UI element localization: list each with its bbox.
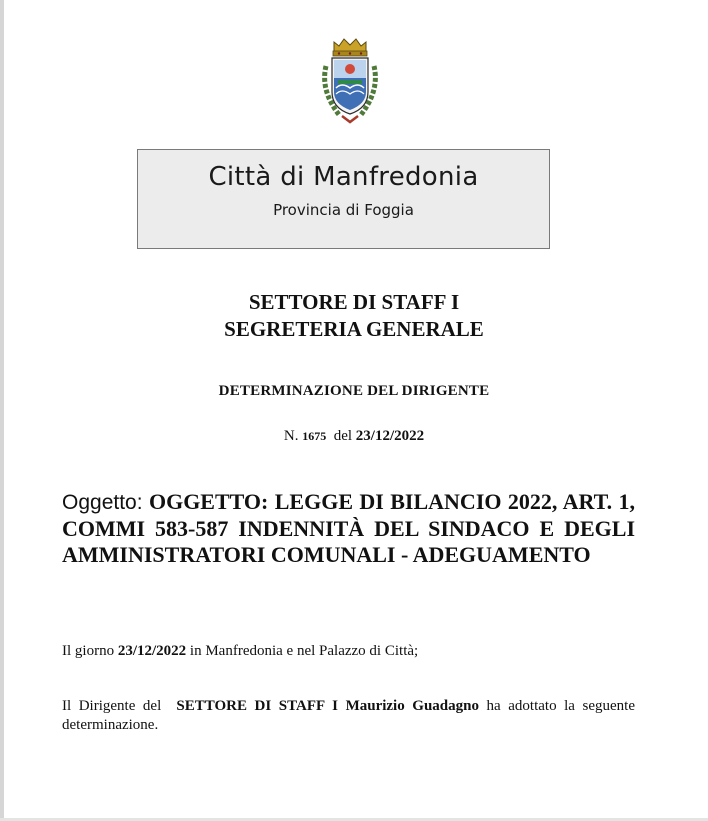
province-name: Provincia di Foggia	[273, 201, 414, 219]
subject-text: OGGETTO: LEGGE DI BILANCIO 2022, ART. 1, COMMI 583-587 INDENNITÀ DEL SINDACO E DEGLI AMMINISTRATORI COMUNALI - ADEGUAMENTO	[62, 489, 636, 567]
number-value: 1675	[302, 429, 327, 443]
paragraph2-post: ha adottato la seguente determinazione.	[62, 698, 636, 733]
page-left-edge	[0, 0, 4, 821]
sector-line-2: SEGRETERIA GENERALE	[224, 317, 484, 341]
paragraph1-pre: Il giorno	[62, 643, 115, 659]
date-value: 23/12/2022	[355, 428, 425, 444]
paragraph1-date: 23/12/2022	[117, 643, 187, 659]
header-box	[137, 149, 550, 249]
subject-label: Oggetto:	[62, 491, 143, 514]
city-name: Città di Manfredonia	[208, 162, 479, 192]
paragraph1-post: in Manfredonia e nel Palazzo di Città;	[189, 643, 419, 659]
paragraph2-name: Maurizio Guadagno	[345, 698, 479, 714]
paragraph2-sector: SETTORE DI STAFF I	[176, 698, 339, 714]
paragraph-dirigente	[62, 697, 635, 735]
number-prefix: N.	[283, 428, 299, 444]
paragraph2-pre: Il Dirigente del	[62, 698, 162, 714]
sector-heading	[0, 289, 708, 343]
determination-number	[0, 428, 708, 445]
coat-of-arms-icon	[318, 36, 382, 128]
subject-block	[62, 489, 635, 568]
determination-title: DETERMINAZIONE DEL DIRIGENTE	[218, 383, 490, 399]
date-prefix: del	[333, 428, 353, 444]
paragraph-date-place	[62, 643, 635, 660]
sector-line-1: SETTORE DI STAFF I	[248, 290, 460, 314]
